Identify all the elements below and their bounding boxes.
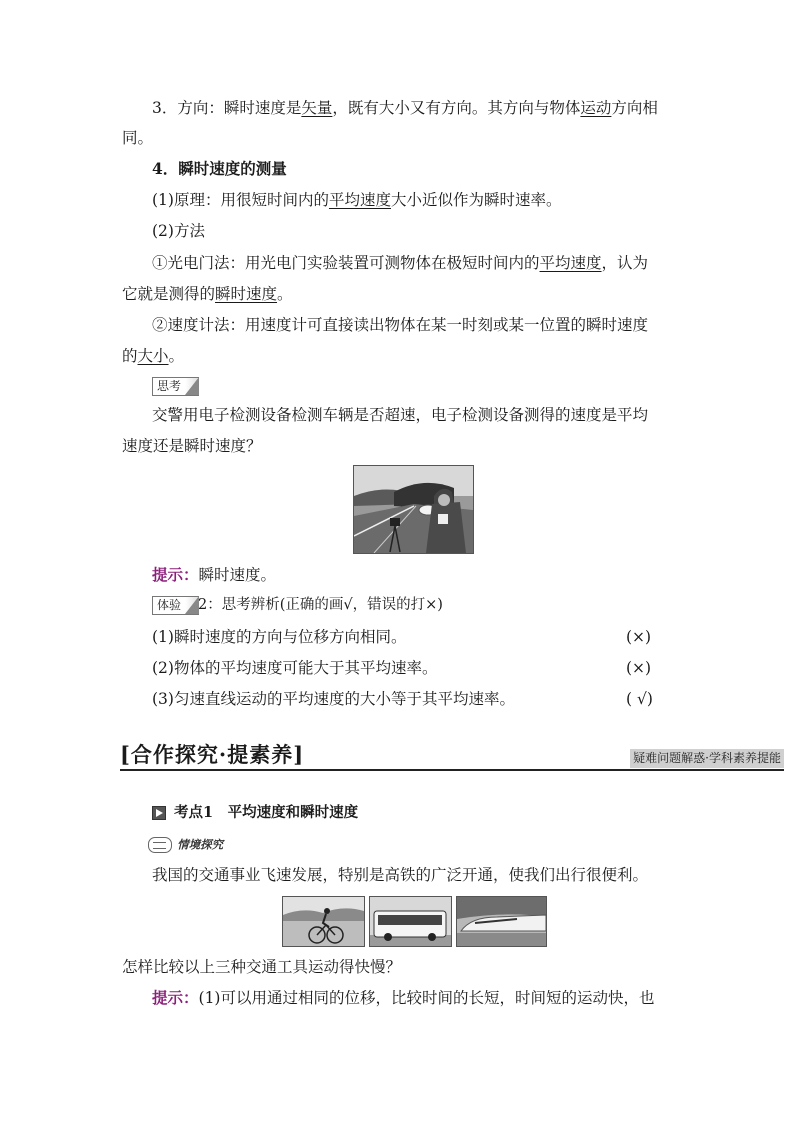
answer-motion: 运动 <box>580 99 612 117</box>
text: 方向相 <box>611 99 658 117</box>
text: ，认为 <box>601 254 649 272</box>
judge-mark-1: (×) <box>626 628 652 646</box>
measure-heading: 4．瞬时速度的测量 <box>152 159 287 178</box>
scenario-paragraph: 我国的交通事业飞速发展，特别是高铁的广泛开通，使我们出行很便利。 <box>152 866 649 884</box>
think-hint <box>152 564 276 586</box>
judge-item-1: (1)瞬时速度的方向与位移方向相同。 <box>152 628 407 646</box>
hint-label: 提示： <box>152 988 199 1007</box>
answer-inst-speed: 瞬时速度 <box>215 285 278 303</box>
point1-title: 考点1 平均速度和瞬时速度 <box>174 804 359 821</box>
answer-avg-speed: 平均速度 <box>328 191 391 209</box>
hint-text: 瞬时速度。 <box>198 566 277 584</box>
text: 大小近似作为瞬时速率。 <box>390 191 562 209</box>
text: ①光电门法：用光电门实验装置可测物体在极短时间内的 <box>152 254 540 272</box>
section-banner <box>120 741 784 771</box>
meter-line: ②速度计法：用速度计可直接读出物体在某一时刻或某一位置的瞬时速度 <box>152 316 649 334</box>
banner-rule <box>120 769 784 771</box>
think-question: 交警用电子检测设备检测车辆是否超速，电子检测设备测得的速度是平均 <box>152 406 649 424</box>
answer-size: 大小 <box>137 347 169 365</box>
photogate-line <box>152 252 648 274</box>
bicycle-photo <box>282 896 365 947</box>
text: 。 <box>168 347 185 365</box>
police-radar-photo <box>353 465 474 554</box>
scenario-label <box>148 834 223 854</box>
banner-title: [合作探究·提素养] <box>120 742 305 767</box>
point1-hint <box>152 987 654 1009</box>
scenario-text: 情境探究 <box>177 837 224 852</box>
judge-mark-3: ( √) <box>626 690 653 708</box>
train-photo <box>456 896 547 947</box>
scenario-question: 怎样比较以上三种交通工具运动得快慢？ <box>122 958 402 976</box>
hint-text: (1)可以用通过相同的位移，比较时间的长短，时间短的运动快，也 <box>198 989 655 1007</box>
train-illustration <box>457 897 546 946</box>
bus-photo <box>369 896 452 947</box>
judge-item-2: (2)物体的平均速度可能大于其平均速率。 <box>152 659 438 677</box>
direction-line-2: 同。 <box>122 129 154 147</box>
bus-illustration <box>370 897 451 946</box>
hint-label: 提示： <box>152 565 199 584</box>
text: (1)原理：用很短时间内的 <box>152 191 329 209</box>
play-triangle-icon <box>152 806 166 820</box>
answer-avg-speed-2: 平均速度 <box>539 254 602 272</box>
answer-vector: 矢量 <box>301 99 333 117</box>
handshake-icon <box>148 837 172 853</box>
experience-tag: 体验 <box>152 596 199 615</box>
experience-title: 2：思考辨析(正确的画√，错误的打×) <box>198 597 443 613</box>
judge-mark-2: (×) <box>626 659 652 677</box>
text: 。 <box>277 285 293 303</box>
text: 的 <box>122 347 138 365</box>
text: 3．方向：瞬时速度是 <box>152 99 302 117</box>
text: 它就是测得的 <box>122 285 216 303</box>
police-radar-illustration <box>354 466 473 553</box>
principle-line <box>152 189 562 211</box>
text: ，既有大小又有方向。其方向与物体 <box>332 99 581 117</box>
think-tag: 思考 <box>152 377 199 396</box>
think-question-2: 速度还是瞬时速度？ <box>122 437 262 455</box>
direction-line <box>152 97 658 119</box>
photogate-line-2 <box>122 283 293 305</box>
method-line: (2)方法 <box>152 222 205 240</box>
bicycle-illustration <box>283 897 364 946</box>
judge-item-3: (3)匀速直线运动的平均速度的大小等于其平均速率。 <box>152 690 515 708</box>
banner-subtitle: 疑难问题解惑·学科素养提能 <box>630 749 784 768</box>
meter-line-2 <box>122 345 184 367</box>
